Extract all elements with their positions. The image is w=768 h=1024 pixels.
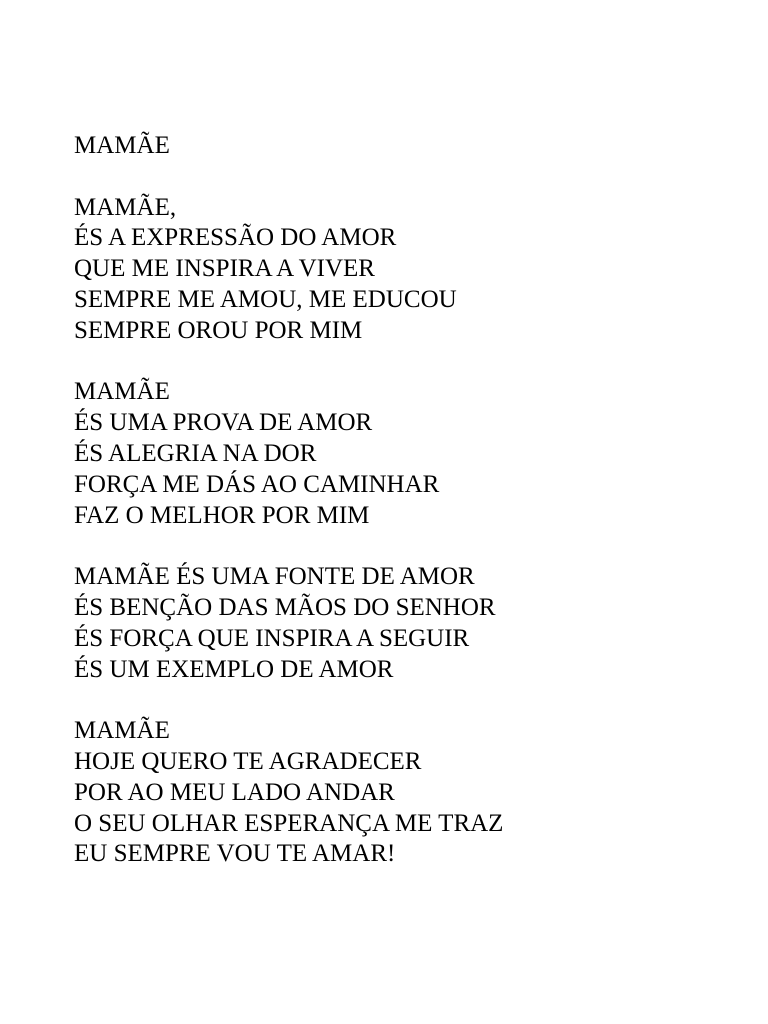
stanza-4 <box>74 716 503 870</box>
poem-line: ÉS FORÇA QUE INSPIRA A SEGUIR <box>74 624 470 652</box>
poem-line: MAMÃE ÉS UMA FONTE DE AMOR <box>74 563 475 591</box>
stanza-gap <box>74 685 503 716</box>
poem-line: SEMPRE OROU POR MIM <box>74 316 363 344</box>
stanza-1 <box>74 193 503 347</box>
poem-line: EU SEMPRE VOU TE AMAR! <box>74 840 396 868</box>
poem-line: MAMÃE <box>74 717 170 745</box>
stanza-gap <box>74 531 503 562</box>
poem-line: FAZ O MELHOR POR MIM <box>74 501 370 529</box>
poem-line: MAMÃE <box>74 378 170 406</box>
poem-line: HOJE QUERO TE AGRADECER <box>74 747 422 775</box>
stanza-gap <box>74 347 503 378</box>
poem-line: QUE ME INSPIRA A VIVER <box>74 255 375 283</box>
stanza-2 <box>74 377 503 531</box>
poem-line: ÉS ALEGRIA NA DOR <box>74 439 317 467</box>
poem-line: ÉS A EXPRESSÃO DO AMOR <box>74 224 397 252</box>
poem-line: ÉS BENÇÃO DAS MÃOS DO SENHOR <box>74 593 496 621</box>
poem-title: MAMÃE <box>74 132 170 159</box>
poem-line: O SEU OLHAR ESPERANÇA ME TRAZ <box>74 809 504 837</box>
poem-line: POR AO MEU LADO ANDAR <box>74 778 395 806</box>
poem-line: ÉS UMA PROVA DE AMOR <box>74 409 373 437</box>
stanza-3 <box>74 562 503 685</box>
poem-line: FORÇA ME DÁS AO CAMINHAR <box>74 470 440 498</box>
poem-line: MAMÃE, <box>74 193 177 221</box>
poem-line: SEMPRE ME AMOU, ME EDUCOU <box>74 285 457 313</box>
poem-body <box>74 131 503 870</box>
stanza-gap <box>74 162 503 193</box>
poem-line: ÉS UM EXEMPLO DE AMOR <box>74 655 394 683</box>
